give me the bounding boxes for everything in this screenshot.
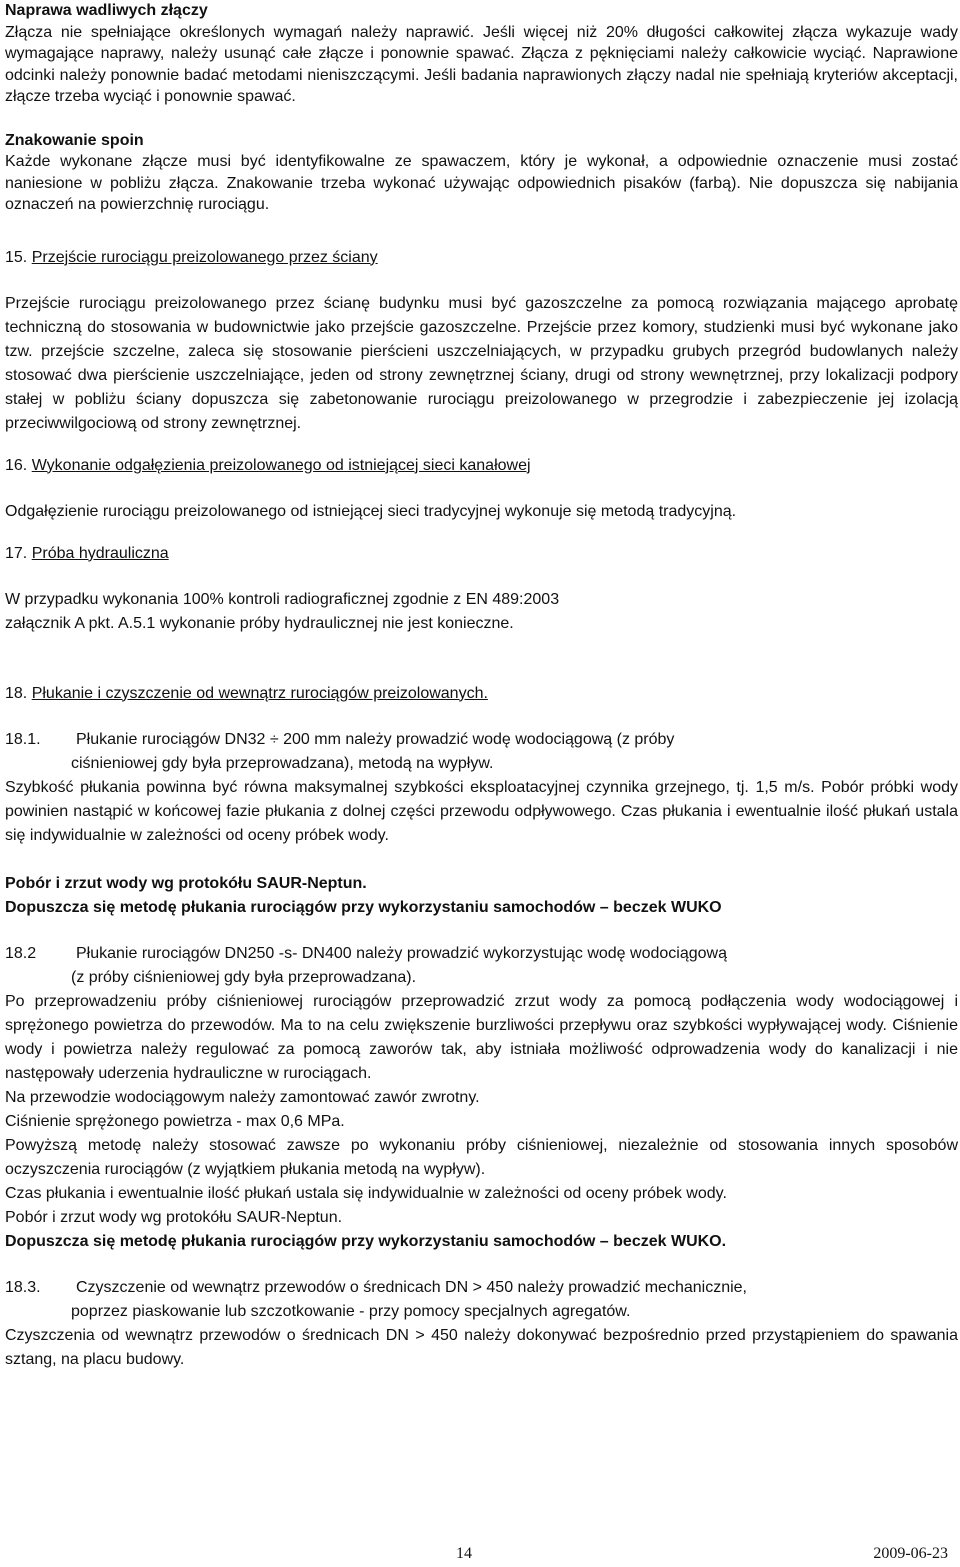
bold-note: Dopuszcza się metodę płukania rurociągów przy wykorzystaniu samochodów – beczek WUKO [5,898,722,916]
paragraph: Powyższą metodę należy stosować zawsze po wykonaniu próby ciśnieniowej, niezależnie od stosowania innych sposobów oczyszczenia rurociągów (z wyjątkiem płukania metodą na wypływ). [5,1136,958,1178]
paragraph: Szybkość płukania powinna być równa maksymalnej szybkości eksploatacyjnej czynnika grzejnego, tj. 1,5 m/s. Pobór próbki wody powinien nastąpić w końcowej fazie płukania z dolnej części przewodu odpływowego. Czas płukania i ewentualnie ilość płukań ustala się indywidualnie w zależności od oceny próbek wody. [5,778,958,844]
paragraph-line: Czyszczenie od wewnątrz przewodów o średnicach DN > 450 należy prowadzić mechanicznie, [76,1278,747,1296]
bold-note: Pobór i zrzut wody wg protokółu SAUR-Neptun. [5,874,367,892]
section-title: Naprawa wadliwych złączy [5,2,208,19]
paragraph-line: Płukanie rurociągów DN250 -s- DN400 należy prowadzić wykorzystując wodę wodociągową [76,944,727,962]
section-number: 17. [5,544,28,562]
section-repair [5,0,958,108]
subsection-heading [5,728,958,752]
section-number: 15. [5,248,28,266]
paragraph-line: W przypadku wykonania 100% kontroli radiograficznej zgodnie z EN 489:2003 [5,590,560,608]
paragraph-line: ciśnieniowej gdy była przeprowadzana), metodą na wypływ. [71,754,494,772]
section-heading [5,246,958,270]
subsection-number: 18.2 [5,944,37,962]
page [5,0,958,1372]
paragraph: Pobór i zrzut wody wg protokółu SAUR-Neptun. [5,1208,343,1226]
paragraph-line: poprzez piaskowanie lub szczotkowanie - przy pomocy specjalnych agregatów. [71,1302,631,1320]
section-17 [5,542,958,636]
paragraph: Każde wykonane złącze musi być identyfikowalne ze spawaczem, który je wykonał, a odpowiednie oznaczenie musi zostać naniesione w pobliżu złącza. Znakowanie trzeba wykonać używając odpowiednich pisaków (farbą). Nie dopuszcza się nabijania oznaczeń na powierzchnię rurociągu. [5,153,958,213]
paragraph: Przejście rurociągu preizolowanego przez ścianę budynku musi być gazoszczelne za pomocą rozwiązania mającego aprobatę techniczną do stosowania w budownictwie jako przejście gazoszczelne. Przejście przez komory, studzienki musi być wykonane jako tzw. przejście szczelne, zaleca się stosowanie pierścieni uszczelniających, w przypadku grubych przegród budowlanych należy stosować dwa pierścienie uszczelniające, jeden od strony zewnętrznej ściany, drugi od strony wewnętrznej, przy lokalizacji podpory stałej w pobliżu ściany dopuszcza się zabetonowanie rurociągu preizolowanego w przegrodzie i zabezpieczenie jej izolacją przeciwwilgociową od strony zewnętrznej. [5,294,958,432]
subsection-18-3 [5,1276,958,1372]
subsection-heading [5,1276,958,1300]
page-number: 14 [456,1545,472,1562]
paragraph-line: (z próby ciśnieniowej gdy była przeprowadzana). [71,968,417,986]
section-number: 18. [5,684,28,702]
paragraph-line: Płukanie rurociągów DN32 ÷ 200 mm należy prowadzić wodę wodociągową (z próby [76,730,675,748]
subsection-heading [5,942,958,966]
section-heading [5,454,958,478]
section-15 [5,246,958,436]
section-heading [5,682,958,706]
section-number: 16. [5,456,28,474]
paragraph: Odgałęzienie rurociągu preizolowanego od istniejącej sieci tradycyjnej wykonuje się metodą tradycyjną. [5,502,737,520]
subsection-18-2 [5,942,958,1254]
section-title: Znakowanie spoin [5,131,144,149]
paragraph: Złącza nie spełniające określonych wymagań należy naprawić. Jeśli więcej niż 20% długości całkowitej złącza wykazuje wady wymagające naprawy, należy usunąć całe złącze i ponownie spawać. Złącza z pęknięciami należy całkowicie wyciąć. Naprawione odcinki należy ponownie badać metodami nieniszczącymi. Jeśli badania naprawionych złączy nadal nie spełniają kryteriów akceptacji, złącze trzeba wyciąć i ponownie spawać. [5,23,958,105]
paragraph-line: załącznik A pkt. A.5.1 wykonanie próby hydraulicznej nie jest konieczne. [5,614,514,632]
paragraph: Czas płukania i ewentualnie ilość płukań ustala się indywidualnie w zależności od oceny próbek wody. [5,1184,727,1202]
subsection-18-1 [5,728,958,848]
section-title: Wykonanie odgałęzienia preizolowanego od istniejącej sieci kanałowej [31,456,531,474]
section-16 [5,454,958,524]
subsection-number: 18.1. [5,730,41,748]
section-marking [5,130,958,216]
section-title: Płukanie i czyszczenie od wewnątrz rurociągów preizolowanych. [31,684,488,702]
section-title: Przejście rurociągu preizolowanego przez ściany [31,248,378,266]
subsection-number: 18.3. [5,1278,41,1296]
footer-date: 2009-06-23 [873,1545,948,1562]
paragraph: Na przewodzie wodociągowym należy zamontować zawór zwrotny. [5,1088,480,1106]
paragraph: Ciśnienie sprężonego powietrza - max 0,6 MPa. [5,1112,345,1130]
section-title: Próba hydrauliczna [31,544,169,562]
bold-note: Dopuszcza się metodę płukania rurociągów przy wykorzystaniu samochodów – beczek WUKO. [5,1232,727,1250]
paragraph: Po przeprowadzeniu próby ciśnieniowej rurociągów przeprowadzić zrzut wody za pomocą podłączenia wody wodociągowej i sprężonego powietrza do przewodów. Ma to na celu zwiększenie burzliwości przepływu oraz szybkości wypływającej wody. Ciśnienie wody i powietrza należy regulować za pomocą zaworów tak, aby istniała możliwość odprowadzenia wody do kanalizacji i nie następowały uderzenia hydrauliczne w rurociągach. [5,992,958,1082]
section-18 [5,682,958,1372]
section-heading [5,542,958,566]
paragraph: Czyszczenia od wewnątrz przewodów o średnicach DN > 450 należy dokonywać bezpośrednio przed przystąpieniem do spawania sztang, na placu budowy. [5,1326,958,1368]
